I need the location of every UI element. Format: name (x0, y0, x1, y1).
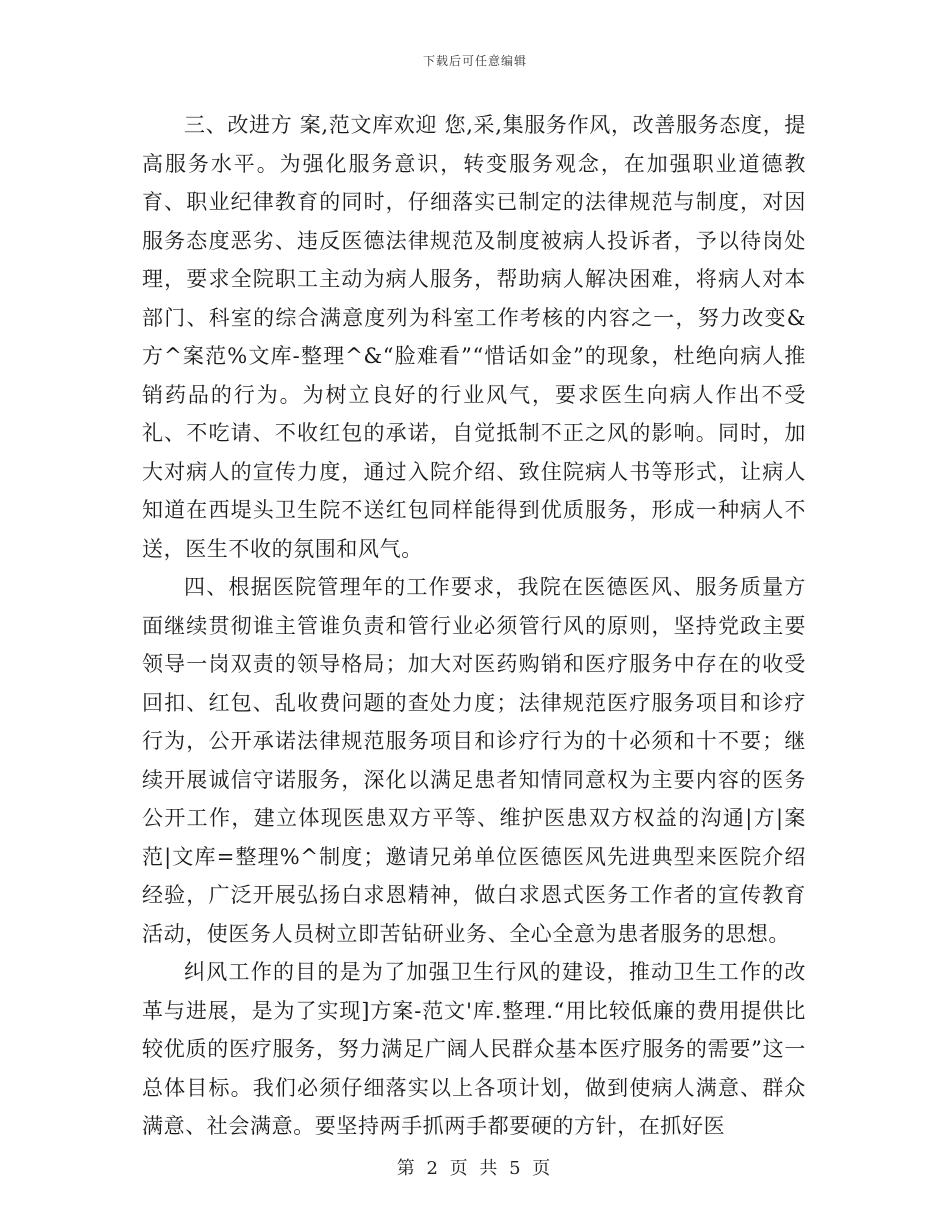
page-number-footer: 第 2 页 共 5 页 (396, 1158, 554, 1179)
page-header-note: 下载后可任意编辑 (422, 54, 527, 68)
paragraph-conclusion: 纠风工作的目的是为了加强卫生行风的建设，推动卫生工作的改革与进展，是为了实现]方案-范文'库.整理.“用比较低廉的费用提供比较优质的医疗服务，努力满足广阔人民群众基本医疗服务的需要”这一总体目标。我们必须仔细落实以上各项计划，做到使病人满意、群众满意、社会满意。要坚持两手抓两手都要硬的方针，在抓好医 (142, 960, 806, 1138)
paragraph-section-three: 三、改进方 案,范文库欢迎 您,采,集服务作风，改善服务态度，提高服务水平。为强化服务意识，转变服务观念，在加强职业道德教育、职业纪律教育的同时，仔细落实已制定的法律规范与制度，对因服务态度恶劣、违反医德法律规范及制度被病人投诉者，予以待岗处理，要求全院职工主动为病人服务，帮助病人解决困难，将病人对本部门、科室的综合满意度列为科室工作考核的内容之一，努力改变&方^案范%文库-整理^&“脸难看”“惜话如金”的现象，杜绝向病人推销药品的行为。为树立良好的行业风气，要求医生向病人作出不受礼、不吃请、不收红包的承诺，自觉抵制不正之风的影响。同时，加大对病人的宣传力度，通过入院介绍、致住院病人书等形式，让病人知道在西堤头卫生院不送红包同样能得到优质服务，形成一种病人不送，医生不收的氛围和风气。 (142, 113, 806, 561)
paragraph-section-four: 四、根据医院管理年的工作要求，我院在医德医风、服务质量方面继续贯彻谁主管谁负责和管行业必须管行风的原则，坚持党政主要领导一岗双责的领导格局；加大对医药购销和医疗服务中存在的收受回扣、红包、乱收费问题的查处力度；法律规范医疗服务项目和诊疗行为，公开承诺法律规范服务项目和诊疗行为的十必须和十不要；继续开展诚信守诺服务，深化以满足患者知情同意权为主要内容的医务公开工作，建立体现医患双方平等、维护医患双方权益的沟通|方|案范|文库=整理%^制度；邀请兄弟单位医德医风先进典型来医院介绍经验，广泛开展弘扬白求恩精神，做白求恩式医务工作者的宣传教育活动，使医务人员树立即苦钻研业务、全心全意为患者服务的思想。 (142, 575, 806, 946)
document-body (142, 106, 806, 1146)
